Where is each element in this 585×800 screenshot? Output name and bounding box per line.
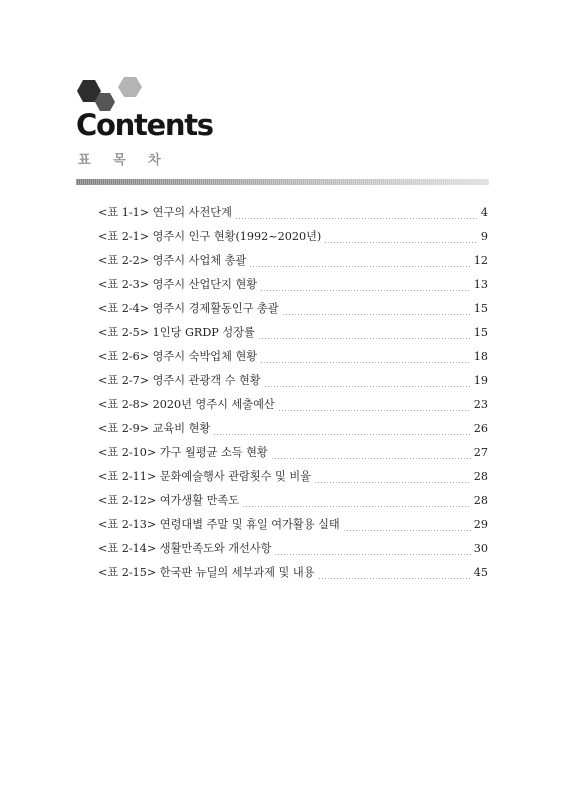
- toc-entry[interactable]: [98, 564, 488, 588]
- dot-leader: [258, 338, 471, 339]
- toc-entry-label: <표 2-10> 가구 월평균 소득 현황: [98, 446, 268, 459]
- toc-entry-label: <표 2-4> 영주시 경제활동인구 총괄: [98, 302, 279, 315]
- toc-entry[interactable]: [98, 468, 488, 492]
- toc-entry[interactable]: [98, 396, 488, 420]
- toc-entry-label: <표 2-6> 영주시 숙박업체 현황: [98, 350, 258, 363]
- toc-entry-page-number: 27: [473, 446, 488, 459]
- toc-entry-page-number: 29: [473, 518, 488, 531]
- page-subtitle: 표 목 차: [78, 153, 170, 168]
- dot-leader: [324, 242, 478, 243]
- toc-entry[interactable]: [98, 372, 488, 396]
- dot-leader: [318, 578, 471, 579]
- toc-entry-label: <표 2-1> 영주시 인구 현황(1992~2020년): [98, 230, 322, 243]
- toc-entry-label: <표 2-2> 영주시 사업체 총괄: [98, 254, 247, 267]
- toc-entry-page-number: 13: [473, 278, 488, 291]
- dot-leader: [235, 218, 478, 219]
- dot-leader: [271, 458, 471, 459]
- toc-entry-label: <표 2-13> 연령대별 주말 및 휴일 여가활용 실태: [98, 518, 340, 531]
- toc-entry-label: <표 1-1> 연구의 사전단계: [98, 206, 232, 219]
- toc-entry[interactable]: [98, 252, 488, 276]
- toc-entry[interactable]: [98, 300, 488, 324]
- toc-entry-page-number: 28: [473, 494, 488, 507]
- toc-entry-page-number: 26: [473, 422, 488, 435]
- toc-entry-page-number: 28: [473, 470, 488, 483]
- dot-leader: [260, 362, 471, 363]
- toc-entry-page-number: 12: [473, 254, 488, 267]
- dot-leader: [213, 434, 470, 435]
- table-of-contents-list: [98, 204, 488, 588]
- toc-entry-label: <표 2-11> 문화예술행사 관람횟수 및 비율: [98, 470, 311, 483]
- toc-entry[interactable]: [98, 540, 488, 564]
- toc-entry[interactable]: [98, 348, 488, 372]
- toc-entry-label: <표 2-7> 영주시 관광객 수 현황: [98, 374, 261, 387]
- page-title: Contents: [76, 108, 213, 142]
- toc-entry-label: <표 2-15> 한국판 뉴딜의 세부과제 및 내용: [98, 566, 315, 579]
- dot-leader: [249, 266, 470, 267]
- toc-entry[interactable]: [98, 516, 488, 540]
- toc-entry-label: <표 2-12> 여가생활 만족도: [98, 494, 240, 507]
- toc-entry[interactable]: [98, 492, 488, 516]
- toc-entry-page-number: 23: [473, 398, 488, 411]
- dot-leader: [260, 290, 471, 291]
- toc-entry-page-number: 45: [473, 566, 488, 579]
- toc-entry-label: <표 2-5> 1인당 GRDP 성장률: [98, 326, 255, 339]
- dot-leader: [343, 530, 471, 531]
- toc-entry-page-number: 15: [473, 302, 488, 315]
- toc-entry-label: <표 2-9> 교육비 현황: [98, 422, 211, 435]
- dot-leader: [282, 314, 471, 315]
- toc-entry-page-number: 18: [473, 350, 488, 363]
- toc-entry-page-number: 15: [473, 326, 488, 339]
- dot-leader: [264, 386, 471, 387]
- toc-entry-label: <표 2-3> 영주시 산업단지 현황: [98, 278, 258, 291]
- toc-entry-page-number: 19: [473, 374, 488, 387]
- dot-leader: [278, 410, 471, 411]
- toc-entry-page-number: 4: [480, 206, 488, 219]
- dot-leader: [314, 482, 471, 483]
- toc-entry-page-number: 30: [473, 542, 488, 555]
- dot-leader: [242, 506, 471, 507]
- toc-entry-page-number: 9: [480, 230, 488, 243]
- toc-entry[interactable]: [98, 444, 488, 468]
- toc-entry[interactable]: [98, 324, 488, 348]
- light-hexagon-icon: [118, 77, 142, 97]
- toc-entry[interactable]: [98, 276, 488, 300]
- toc-entry[interactable]: [98, 228, 488, 252]
- dot-leader: [274, 554, 470, 555]
- toc-entry[interactable]: [98, 204, 488, 228]
- toc-entry[interactable]: [98, 420, 488, 444]
- toc-entry-label: <표 2-8> 2020년 영주시 세출예산: [98, 398, 275, 411]
- header-divider: [76, 179, 489, 185]
- toc-entry-label: <표 2-14> 생활만족도와 개선사항: [98, 542, 272, 555]
